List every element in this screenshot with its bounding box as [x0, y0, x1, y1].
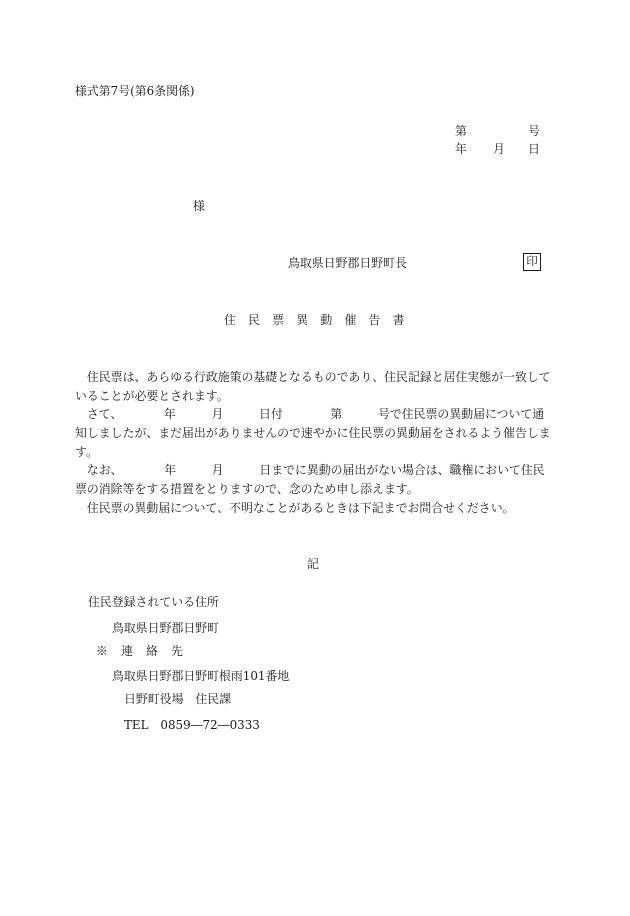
addressee-honorific: 様: [193, 199, 205, 213]
document-title: 住民票異動催告書: [224, 313, 417, 327]
body-text: [75, 368, 551, 518]
reference-number-prefix: 第: [455, 124, 467, 138]
contact-office: 日野町役場 住民課: [124, 692, 232, 706]
body-line: 住民票の異動届について、不明なことがあるときは下記までお問合せください。: [75, 500, 515, 515]
contact-telephone: TEL 0859―72―0333: [124, 718, 260, 732]
reference-month: 月: [493, 142, 505, 156]
body-line: す。: [75, 444, 98, 459]
body-line: 知しましたが、まだ届出がありませんので速やかに住民票の異動届をされるよう催告しま: [75, 426, 551, 441]
body-line: さて、 年 月 日付 第 号で住民票の異動届について通: [75, 407, 545, 422]
seal-label: 印: [526, 254, 538, 269]
body-line: 票の消除等をする措置をとりますので、念のため申し添えます。: [75, 482, 419, 497]
body-line: 住民票は、あらゆる行政施策の基礎となるものであり、住民記録と居住実態が一致して: [75, 370, 551, 384]
reference-number-suffix: 号: [528, 124, 540, 138]
body-line: いることが必要とされます。: [75, 388, 229, 403]
registered-address: 鳥取県日野郡日野町: [112, 621, 220, 635]
form-number: 様式第7号(第6条関係): [75, 84, 195, 98]
issuer-name: 鳥取県日野郡日野町長: [288, 256, 407, 270]
note-heading: 記: [307, 557, 319, 571]
contact-address: 鳥取県日野郡日野町根雨101番地: [112, 669, 290, 683]
reference-year: 年: [455, 142, 467, 156]
body-line: なお、 年 月 日までに異動の届出がない場合は、職権において住民: [75, 463, 545, 478]
reference-day: 日: [528, 142, 540, 156]
seal-stamp-box: [523, 253, 541, 271]
registered-address-label: 住民登録されている住所: [88, 595, 219, 609]
contact-label: ※ 連 絡 先: [96, 644, 184, 658]
